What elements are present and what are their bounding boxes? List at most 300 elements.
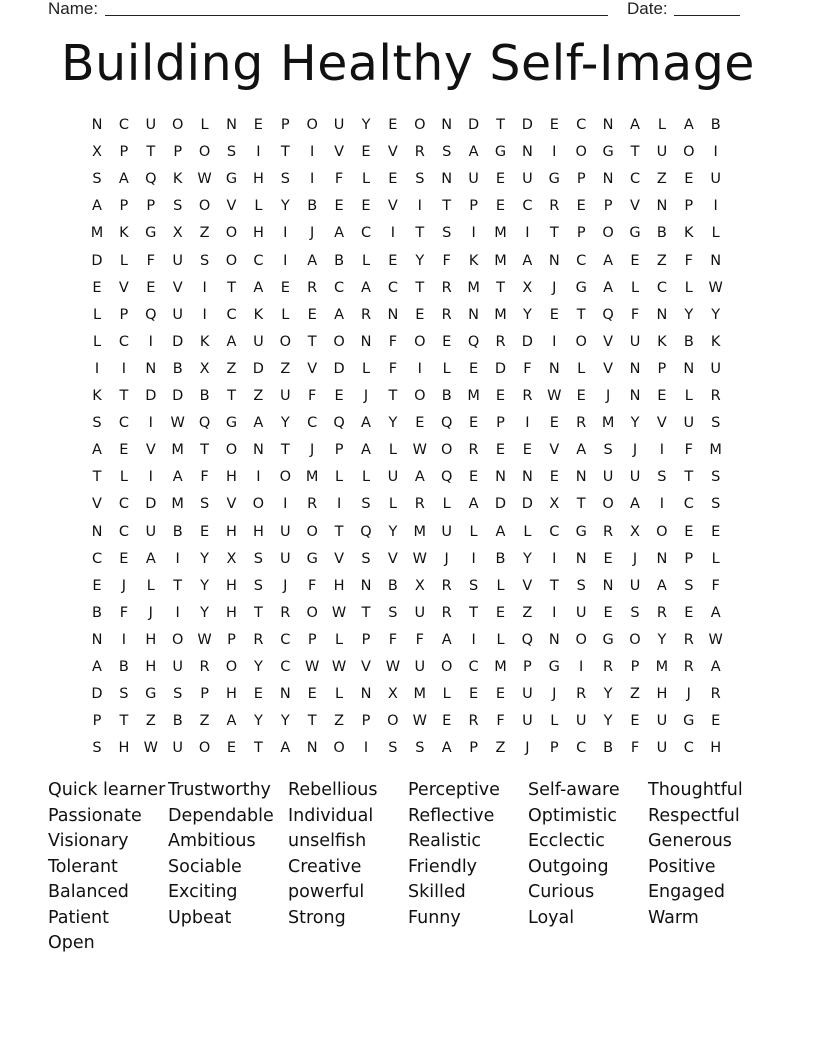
grid-letter: M	[494, 225, 507, 242]
grid-letter: I	[579, 659, 584, 675]
grid-letter: P	[523, 659, 532, 675]
word-list-item: Tolerant	[48, 856, 118, 877]
grid-letter: E	[549, 469, 559, 486]
grid-letter: O	[414, 388, 426, 404]
grid-letter: I	[202, 279, 207, 296]
grid-letter: S	[173, 686, 183, 703]
grid-letter: O	[656, 523, 668, 540]
grid-letter: R	[656, 604, 667, 621]
grid-letter: E	[522, 442, 532, 459]
grid-letter: U	[253, 333, 264, 350]
grid-letter: W	[170, 415, 185, 432]
grid-letter: T	[415, 225, 425, 242]
grid-letter: I	[148, 333, 153, 350]
grid-letter: N	[602, 577, 614, 594]
grid-letter: T	[388, 388, 398, 404]
grid-letter: F	[308, 577, 317, 594]
grid-letter: I	[659, 442, 665, 459]
grid-letter: F	[415, 631, 424, 648]
grid-letter: P	[576, 171, 586, 188]
grid-letter: N	[656, 550, 668, 567]
grid-letter: P	[469, 740, 478, 757]
grid-letter: I	[659, 496, 665, 513]
grid-letter: O	[440, 659, 453, 675]
grid-letter: X	[199, 360, 210, 377]
grid-letter: C	[226, 306, 237, 323]
grid-letter: I	[363, 740, 369, 757]
grid-letter: H	[226, 604, 237, 621]
grid-letter: W	[331, 604, 347, 621]
grid-letter: U	[522, 171, 533, 188]
grid-letter: H	[226, 469, 237, 486]
grid-letter: V	[334, 550, 345, 567]
word-list-item: Trustworthy	[168, 780, 271, 800]
grid-letter: N	[360, 686, 372, 703]
word-list-item: Curious	[528, 882, 595, 902]
grid-letter: P	[361, 713, 371, 730]
grid-letter: I	[525, 225, 530, 242]
grid-letter: C	[468, 659, 479, 675]
grid-letter: P	[469, 198, 478, 215]
grid-letter: F	[388, 333, 398, 350]
grid-letter: V	[387, 144, 398, 161]
grid-letter: F	[388, 631, 398, 648]
grid-letter: N	[91, 631, 103, 648]
grid-letter: U	[629, 469, 641, 486]
grid-letter: R	[710, 686, 721, 703]
grid-letter: U	[522, 686, 533, 703]
grid-letter: M	[709, 442, 722, 459]
grid-letter: U	[414, 659, 426, 675]
grid-letter: W	[197, 171, 212, 188]
grid-letter: L	[442, 686, 451, 703]
word-list-item: Positive	[648, 856, 716, 877]
grid-letter: R	[360, 306, 372, 323]
grid-letter: R	[603, 523, 614, 540]
grid-letter: S	[92, 740, 102, 757]
grid-letter: O	[279, 333, 291, 350]
grid-letter: E	[388, 117, 398, 133]
grid-letter: J	[444, 550, 449, 567]
grid-letter: A	[576, 442, 587, 459]
grid-letter: S	[92, 415, 102, 432]
grid-letter: E	[469, 360, 479, 377]
grid-letter: U	[575, 713, 587, 730]
grid-letter: M	[305, 469, 319, 486]
grid-letter: P	[549, 740, 559, 757]
grid-letter: B	[710, 117, 721, 133]
grid-letter: U	[333, 117, 345, 133]
grid-letter: L	[684, 279, 693, 296]
grid-letter: I	[552, 604, 557, 621]
grid-letter: D	[172, 388, 184, 404]
grid-letter: F	[119, 604, 129, 621]
grid-letter: C	[118, 415, 129, 432]
grid-letter: U	[172, 659, 183, 675]
grid-letter: L	[388, 442, 397, 459]
grid-letter: X	[630, 523, 640, 540]
grid-letter: T	[684, 469, 694, 486]
grid-letter: V	[387, 550, 398, 567]
grid-letter: D	[494, 496, 507, 513]
grid-letter: E	[119, 442, 129, 459]
grid-letter: Y	[200, 604, 210, 621]
grid-letter: U	[172, 306, 183, 323]
grid-letter: Y	[361, 117, 371, 133]
grid-letter: V	[656, 415, 667, 432]
grid-letter: H	[252, 225, 264, 242]
word-list-item: Open	[48, 933, 95, 953]
grid-letter: E	[603, 604, 613, 621]
grid-letter: B	[334, 252, 345, 269]
grid-letter: X	[387, 686, 398, 703]
grid-letter: V	[630, 198, 640, 215]
grid-letter: O	[575, 333, 587, 350]
grid-letter: W	[331, 659, 347, 675]
grid-letter: C	[118, 496, 129, 513]
grid-letter: A	[468, 144, 479, 161]
grid-letter: I	[390, 225, 396, 242]
grid-letter: L	[496, 577, 505, 594]
grid-letter: U	[279, 388, 291, 404]
grid-letter: P	[657, 360, 667, 377]
grid-letter: S	[199, 496, 210, 513]
word-list-item: Self-aware	[528, 780, 620, 800]
grid-letter: I	[471, 225, 476, 242]
grid-letter: R	[253, 631, 264, 648]
grid-letter: Z	[630, 686, 640, 703]
grid-letter: T	[200, 442, 210, 459]
grid-letter: N	[521, 144, 533, 161]
grid-letter: D	[468, 117, 480, 133]
grid-letter: F	[684, 442, 693, 459]
grid-letter: N	[387, 306, 399, 323]
grid-letter: U	[710, 360, 721, 377]
grid-letter: B	[172, 523, 183, 540]
grid-letter: C	[360, 225, 372, 242]
grid-letter: Y	[388, 415, 398, 432]
grid-letter: N	[441, 171, 453, 188]
word-list-item: unselfish	[288, 831, 367, 851]
grid-letter: F	[630, 740, 640, 757]
grid-letter: I	[417, 360, 422, 377]
word-list-item: Loyal	[528, 907, 575, 928]
grid-letter: A	[92, 198, 102, 215]
grid-letter: N	[441, 117, 453, 133]
grid-letter: Y	[388, 523, 398, 540]
grid-letter: N	[602, 117, 614, 133]
name-line	[105, 15, 608, 16]
grid-letter: R	[414, 144, 425, 161]
grid-letter: V	[603, 360, 614, 377]
grid-letter: U	[468, 171, 479, 188]
grid-letter: M	[655, 659, 669, 675]
grid-letter: W	[547, 388, 562, 404]
grid-letter: Y	[684, 306, 694, 323]
grid-letter: D	[521, 496, 533, 513]
grid-letter: X	[226, 550, 237, 567]
grid-letter: T	[119, 388, 129, 404]
grid-letter: Z	[522, 604, 533, 621]
grid-letter: F	[200, 469, 209, 486]
grid-letter: S	[711, 469, 721, 486]
grid-letter: H	[226, 686, 237, 703]
grid-letter: I	[94, 360, 100, 377]
word-list-item: Ecclectic	[528, 831, 605, 851]
grid-letter: N	[548, 360, 560, 377]
grid-letter: P	[684, 198, 694, 215]
grid-letter: C	[118, 117, 129, 133]
grid-letter: P	[119, 198, 129, 215]
grid-letter: G	[548, 659, 560, 675]
word-list-item: Generous	[648, 831, 732, 851]
grid-letter: W	[708, 631, 723, 648]
grid-letter: E	[92, 279, 102, 296]
grid-letter: T	[307, 333, 317, 350]
grid-letter: M	[413, 523, 427, 540]
grid-letter: B	[603, 740, 614, 757]
grid-letter: I	[283, 252, 288, 269]
grid-letter: D	[521, 333, 533, 350]
word-list-item: Visionary	[48, 831, 129, 851]
grid-letter: N	[91, 117, 103, 133]
grid-letter: I	[148, 469, 153, 486]
grid-letter: C	[683, 496, 694, 513]
grid-letter: N	[468, 306, 480, 323]
grid-letter: A	[441, 740, 452, 757]
grid-letter: L	[630, 279, 640, 296]
grid-letter: L	[657, 117, 666, 133]
grid-letter: S	[442, 144, 452, 161]
grid-letter: A	[361, 279, 371, 296]
grid-letter: G	[306, 550, 318, 567]
grid-letter: I	[552, 333, 557, 350]
grid-letter: A	[226, 333, 237, 350]
grid-letter: E	[388, 252, 398, 269]
grid-letter: A	[603, 252, 614, 269]
grid-letter: U	[656, 740, 668, 757]
grid-letter: G	[575, 279, 587, 296]
grid-letter: P	[307, 631, 317, 648]
grid-letter: V	[549, 442, 560, 459]
grid-letter: G	[548, 171, 560, 188]
grid-letter: A	[172, 469, 183, 486]
grid-letter: P	[603, 198, 613, 215]
grid-letter: G	[225, 415, 238, 432]
grid-letter: L	[496, 631, 505, 648]
word-list-item: Ambitious	[168, 831, 256, 851]
grid-letter: U	[522, 713, 533, 730]
grid-letter: N	[629, 360, 641, 377]
grid-letter: K	[657, 333, 667, 350]
grid-letter: L	[254, 198, 263, 215]
grid-letter: Y	[522, 306, 532, 323]
grid-letter: E	[442, 713, 452, 730]
grid-letter: R	[549, 198, 560, 215]
grid-letter: B	[307, 198, 318, 215]
grid-letter: I	[471, 631, 476, 648]
grid-letter: N	[548, 252, 560, 269]
word-list-item: Rebellious	[288, 780, 378, 800]
grid-letter: T	[549, 577, 559, 594]
grid-letter: A	[118, 171, 129, 188]
grid-letter: E	[280, 279, 290, 296]
grid-letter: T	[227, 388, 236, 404]
name-label: Name:	[48, 0, 99, 18]
grid-letter: L	[335, 631, 344, 648]
grid-letter: I	[336, 496, 342, 513]
grid-letter: B	[199, 388, 210, 404]
grid-letter: Z	[280, 360, 291, 377]
grid-letter: A	[630, 117, 640, 133]
grid-letter: T	[173, 577, 183, 594]
grid-letter: I	[175, 604, 180, 621]
grid-letter: R	[683, 659, 694, 675]
grid-letter: O	[440, 442, 453, 459]
grid-letter: E	[576, 388, 586, 404]
grid-letter: O	[333, 740, 345, 757]
grid-letter: W	[143, 740, 158, 757]
grid-letter: P	[361, 631, 371, 648]
word-list-item: Reflective	[408, 805, 495, 826]
grid-letter: G	[494, 144, 507, 161]
grid-letter: I	[148, 415, 153, 432]
grid-letter: O	[225, 252, 238, 269]
grid-letter: Q	[145, 171, 157, 188]
grid-letter: E	[334, 388, 344, 404]
grid-letter: Y	[200, 550, 210, 567]
word-list-item: Patient	[48, 907, 109, 928]
grid-letter: I	[713, 198, 718, 215]
grid-letter: A	[603, 279, 614, 296]
grid-letter: C	[280, 659, 291, 675]
grid-letter: O	[225, 659, 238, 675]
grid-letter: O	[198, 144, 211, 161]
grid-letter: L	[442, 360, 451, 377]
grid-letter: A	[145, 550, 156, 567]
grid-letter: V	[172, 279, 183, 296]
grid-letter: N	[521, 469, 533, 486]
grid-letter: A	[656, 577, 667, 594]
grid-letter: S	[442, 225, 452, 242]
grid-letter: P	[630, 659, 640, 675]
grid-letter: S	[361, 550, 371, 567]
grid-letter: Y	[280, 415, 290, 432]
grid-letter: G	[145, 225, 157, 242]
grid-letter: N	[656, 198, 668, 215]
grid-letter: R	[468, 713, 479, 730]
word-list-item: Upbeat	[168, 907, 232, 928]
grid-letter: K	[468, 252, 479, 269]
grid-letter: M	[601, 415, 615, 432]
grid-letter: I	[121, 631, 127, 648]
grid-letter: O	[279, 469, 291, 486]
grid-letter: N	[252, 442, 264, 459]
grid-letter: I	[310, 144, 315, 161]
grid-letter: U	[279, 550, 291, 567]
grid-letter: C	[549, 523, 560, 540]
grid-letter: R	[199, 659, 210, 675]
grid-letter: R	[683, 631, 694, 648]
grid-letter: T	[253, 604, 263, 621]
grid-letter: O	[225, 225, 238, 242]
grid-letter: P	[684, 550, 694, 567]
grid-letter: S	[415, 740, 425, 757]
grid-letter: H	[118, 740, 130, 757]
grid-letter: E	[603, 550, 613, 567]
grid-letter: O	[225, 442, 238, 459]
grid-letter: A	[361, 442, 371, 459]
grid-letter: R	[414, 496, 425, 513]
grid-letter: A	[495, 523, 506, 540]
grid-letter: U	[172, 252, 183, 269]
grid-letter: L	[281, 306, 290, 323]
word-list-item: powerful	[288, 882, 365, 902]
grid-letter: O	[171, 117, 184, 133]
word-list-item: Perceptive	[408, 780, 500, 800]
grid-letter: N	[629, 388, 641, 404]
grid-letter: A	[683, 117, 694, 133]
grid-letter: V	[387, 198, 398, 215]
word-list-item: Friendly	[408, 856, 478, 877]
grid-letter: S	[576, 577, 586, 594]
word-list-item: Exciting	[168, 882, 238, 902]
grid-letter: D	[145, 496, 157, 513]
grid-letter: S	[388, 740, 398, 757]
grid-letter: O	[387, 713, 399, 730]
grid-letter: Z	[199, 225, 210, 242]
grid-letter: N	[575, 469, 587, 486]
grid-letter: A	[307, 252, 318, 269]
grid-letter: L	[146, 577, 155, 594]
grid-letter: U	[387, 469, 399, 486]
grid-letter: J	[632, 550, 638, 567]
grid-letter: T	[361, 604, 371, 621]
grid-letter: R	[603, 659, 614, 675]
grid-letter: R	[441, 279, 452, 296]
grid-letter: H	[333, 577, 345, 594]
grid-letter: X	[414, 577, 425, 594]
grid-letter: A	[630, 496, 640, 513]
grid-letter: Q	[440, 469, 453, 486]
grid-letter: J	[121, 577, 127, 594]
grid-letter: V	[307, 360, 318, 377]
grid-letter: T	[630, 144, 640, 161]
grid-letter: J	[310, 442, 315, 459]
grid-letter: W	[305, 659, 320, 675]
grid-letter: C	[253, 252, 264, 269]
grid-letter: V	[118, 279, 129, 296]
grid-letter: N	[548, 631, 560, 648]
grid-letter: T	[415, 279, 425, 296]
grid-letter: T	[227, 279, 236, 296]
grid-letter: E	[307, 306, 317, 323]
grid-letter: E	[253, 117, 263, 133]
grid-letter: Y	[280, 713, 290, 730]
grid-letter: F	[523, 360, 532, 377]
grid-letter: F	[334, 171, 344, 188]
grid-letter: E	[549, 306, 559, 323]
grid-letter: Q	[333, 415, 345, 432]
grid-letter: C	[656, 279, 667, 296]
grid-letter: S	[253, 577, 263, 594]
grid-letter: L	[361, 252, 371, 269]
grid-letter: L	[684, 388, 693, 404]
grid-letter: D	[494, 360, 507, 377]
grid-letter: H	[145, 631, 157, 648]
grid-letter: Z	[656, 252, 667, 269]
grid-letter: T	[280, 144, 290, 161]
